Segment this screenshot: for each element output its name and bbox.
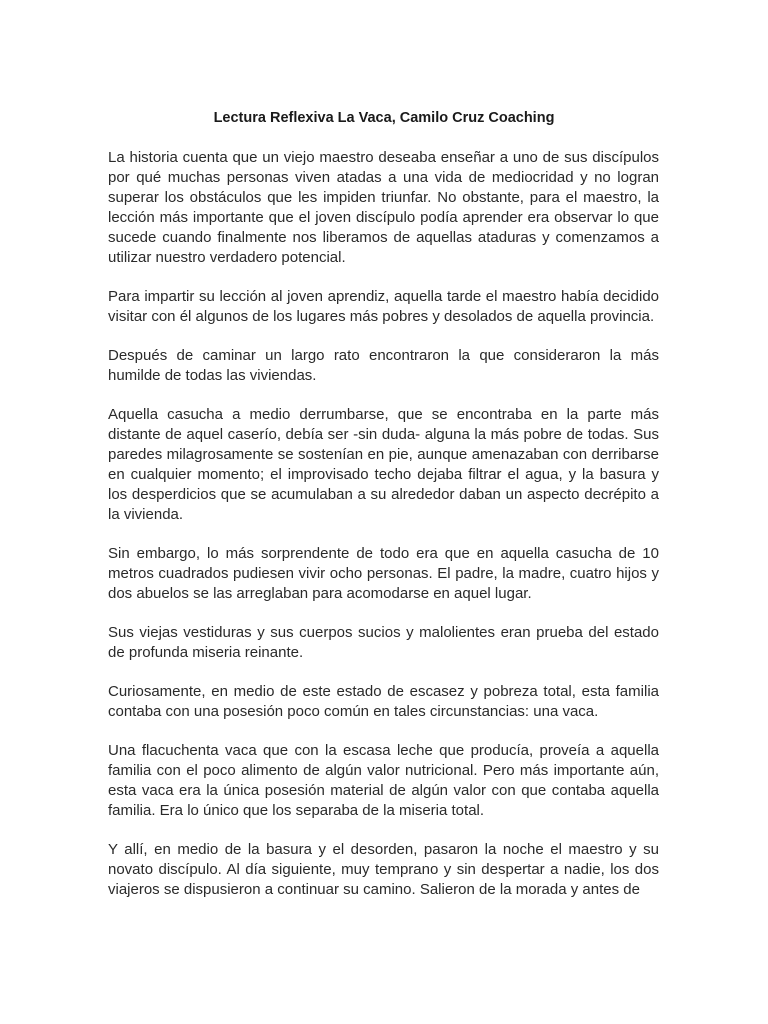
document-body (108, 148, 659, 919)
paragraph: Una flacuchenta vaca que con la escasa leche que producía, proveía a aquella familia con el poco alimento de algún valor nutricional. Pero más importante aún, esta vaca era la única posesión material de algún valor con que contaba aquella familia. Era lo único que los separaba de la miseria total. (108, 742, 659, 819)
paragraph: Para impartir su lección al joven aprendiz, aquella tarde el maestro había decidido visitar con él algunos de los lugares más pobres y desolados de aquella provincia. (108, 288, 659, 325)
paragraph: Sus viejas vestiduras y sus cuerpos sucios y malolientes eran prueba del estado de profunda miseria reinante. (108, 624, 659, 661)
paragraph: Curiosamente, en medio de este estado de escasez y pobreza total, esta familia contaba con una posesión poco común en tales circunstancias: una vaca. (108, 683, 659, 720)
paragraph: Aquella casucha a medio derrumbarse, que se encontraba en la parte más distante de aquel caserío, debía ser -sin duda- alguna la más pobre de todas. Sus paredes milagrosamente se sostenían en pie, aunque amenazaban con derribarse en cualquier momento; el improvisado techo dejaba filtrar el agua, y la basura y los desperdicios que se acumulaban a su alrededor daban un aspecto decrépito a la vivienda. (108, 406, 659, 523)
paragraph: Y allí, en medio de la basura y el desorden, pasaron la noche el maestro y su novato discípulo. Al día siguiente, muy temprano y sin despertar a nadie, los dos viajeros se dispusieron a continuar su camino. Salieron de la morada y antes de (108, 841, 659, 898)
paragraph: Sin embargo, lo más sorprendente de todo era que en aquella casucha de 10 metros cuadrados pudiesen vivir ocho personas. El padre, la madre, cuatro hijos y dos abuelos se las arreglaban para acomodarse en aquel lugar. (108, 545, 659, 602)
paragraph: Después de caminar un largo rato encontraron la que consideraron la más humilde de todas las viviendas. (108, 347, 659, 384)
paragraph: La historia cuenta que un viejo maestro deseaba enseñar a uno de sus discípulos por qué muchas personas viven atadas a una vida de mediocridad y no logran superar los obstáculos que les impiden triunfar. No obstante, para el maestro, la lección más importante que el joven discípulo podía aprender era observar lo que sucede cuando finalmente nos liberamos de aquellas ataduras y comenzamos a utilizar nuestro verdadero potencial. (108, 149, 659, 266)
document-title: Lectura Reflexiva La Vaca, Camilo Cruz Coaching (213, 110, 555, 126)
